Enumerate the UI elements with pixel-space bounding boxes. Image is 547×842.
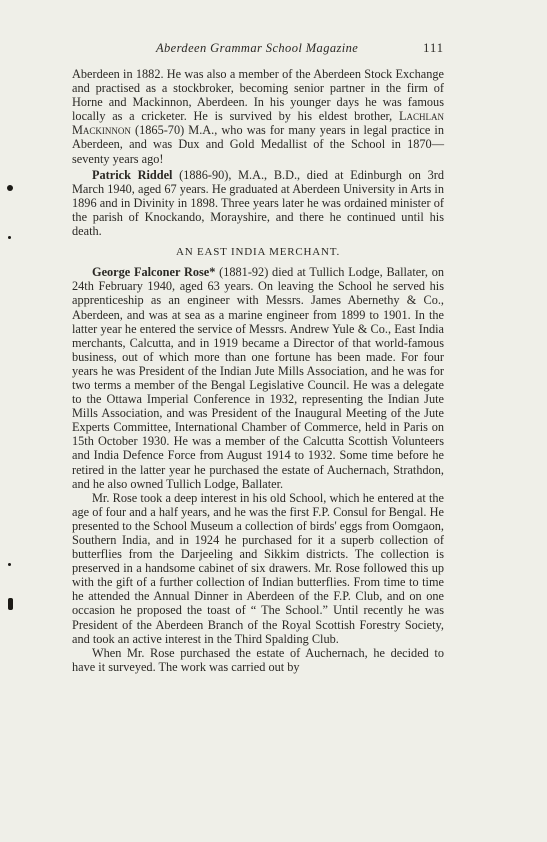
obituary-text: Aberdeen in 1882. He was also a member of the Aberdeen Stock Exchange and practised as a stockbroker, becoming senior partner in the firm of Horne and Mackinnon, Aberdeen. In his younger days he was famous locally as a cricketer. He is survived by his eldest brother, <box>72 67 444 124</box>
obituary-text: (1886-90), M.A., B.D., died at Edinburgh on 3rd March 1940, aged 67 years. He graduated at Aberdeen University in Arts in 1896 and in Divinity in 1898. Three years later he was ordained minister of the parish of Knockando, Morayshire, and there he continued until his death. <box>72 167 444 239</box>
page-header <box>72 41 444 57</box>
person-name: George Falconer Rose* <box>92 265 216 280</box>
rose-paragraph-1 <box>72 265 444 491</box>
rose-paragraph-2: Mr. Rose took a deep interest in his old School, which he entered at the age of four and a half years, and he was the first F.P. Consul for Bengal. He presented to the School Museum a collection of birds' eggs from Oomgaon, Southern India, and in 1924 he purchased for it a superb collection of butterflies from the Darjeeling and Sikkim districts. The collection is preserved in a handsome cabinet of six drawers. Mr. Rose followed this up with the gift of a further collection of Indian butterflies. From time to time he attended the Annual Dinner in Aberdeen of the F.P. Club, and on one occasion he proposed the toast of “ The School.” Until recently he was President of the Aberdeen Branch of the Royal Scottish Forestry Society, and took an active interest in the Third Spalding Club. <box>72 490 444 646</box>
person-name: Patrick Riddel <box>92 167 173 182</box>
margin-mark <box>7 185 13 191</box>
page-number: 111 <box>423 41 444 55</box>
paragraph-text: (1881-92) died at Tullich Lodge, Ballater, on 24th February 1940, aged 63 years. On leaving the School he served his apprenticeship as an engineer with Messrs. James Abernethy & Co., Aberdeen, and was at sea as a marine engineer from 1899 to 1901. In the latter year he entered the service of Messrs. Andrew Yule & Co., East India merchants, Calcutta, and in 1919 became a Director of that world-famous business, out of which more than one fortune has been made. For four years he was President of the Indian Jute Mills Association, and he was for two terms a member of the Bengal Legislative Council. He was a delegate to the Ottawa Imperial Conference in 1932, representing the Indian Jute Mills Association, and was President of the Inaugural Meeting of the Jute Experts Committee, International Chamber of Commerce, held in Paris on 15th October 1930. He was a member of the Calcutta Scottish Volunteers and India Defence Force from August 1914 to 1932. Some time before he retired in the latter year he purchased the estate of Auchernach, Strathdon, and he also owned Tullich Lodge, Ballater. <box>72 265 444 491</box>
mackinnon-obituary <box>72 67 444 166</box>
margin-mark <box>8 598 13 610</box>
brother-name: Lachlan Mackinnon <box>72 109 444 138</box>
margin-mark <box>8 236 11 239</box>
article-body <box>72 67 444 674</box>
margin-mark <box>8 563 11 566</box>
section-heading: AN EAST INDIA MERCHANT. <box>175 246 341 259</box>
rose-paragraph-3: When Mr. Rose purchased the estate of Auchernach, he decided to have it surveyed. The work was carried out by <box>72 645 444 674</box>
obituary-text: (1865-70) M.A., who was for many years in legal practice in Aberdeen, and was Dux and Gold Medallist of the School in 1870—seventy years ago! <box>72 123 444 166</box>
running-title: Aberdeen Grammar School Magazine <box>156 41 359 55</box>
riddel-obituary <box>72 168 444 238</box>
